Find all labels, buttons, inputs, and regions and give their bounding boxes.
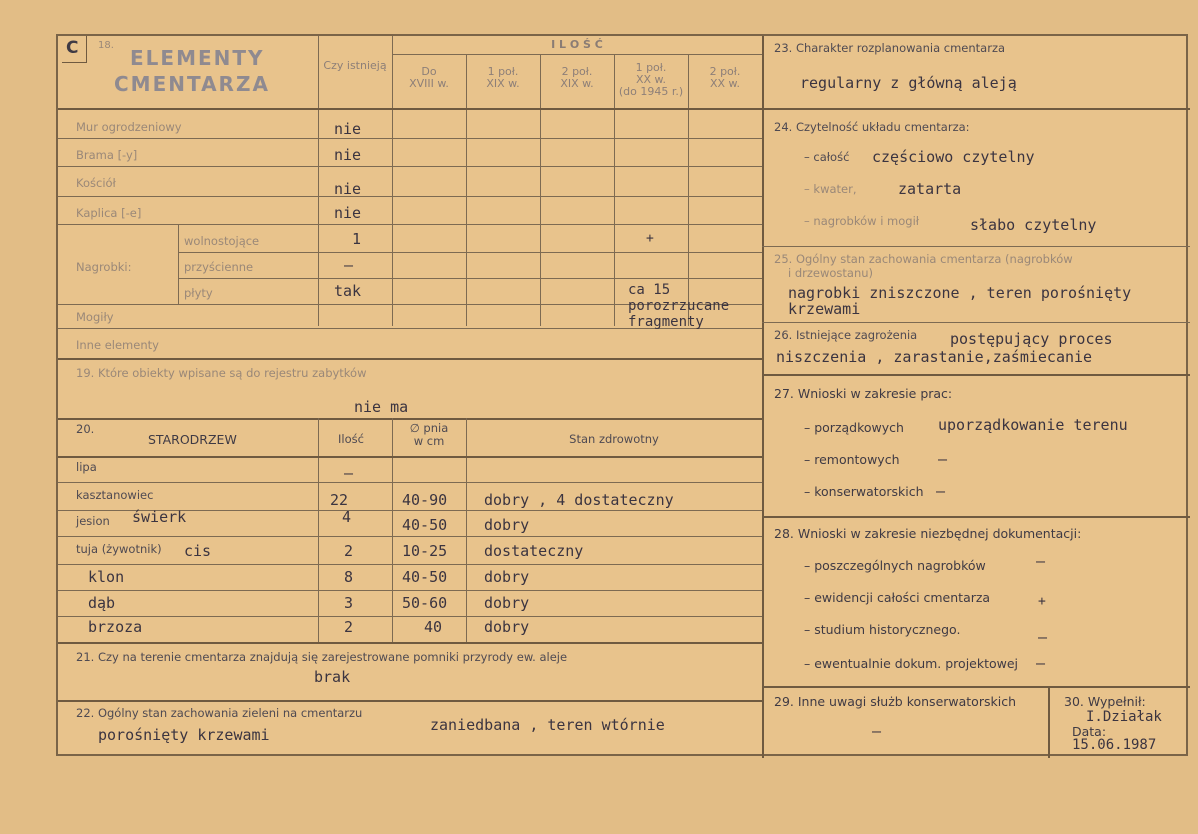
row-exists-brama: nie (334, 146, 362, 164)
section-24-row-value-0: częściowo czytelny (872, 148, 1035, 166)
section-21-label: 21. Czy na terenie cmentarza znajdują się zarejestrowane pomniki przyrody ew. aleje (76, 650, 568, 664)
section-24-row-label-1: – kwater, (804, 182, 857, 196)
period-header-4: 2 poł. XX w. (709, 65, 741, 90)
row-label-nagrobki: Nagrobki: (76, 260, 132, 274)
section-25-value-line2: krzewami (788, 300, 861, 318)
row-xx1-wolnostojace: + (646, 231, 654, 246)
row-label-kaplica: Kaplica [-e] (76, 206, 142, 220)
tree-count-6: 2 (344, 618, 354, 636)
section-25-label-line2: i drzewostanu) (788, 266, 874, 280)
tree-extra-3: cis (184, 542, 212, 560)
section-19-label: 19. Które obiekty wpisane są do rejestru zabytków (76, 366, 367, 380)
tree-health-2: dobry (484, 516, 530, 534)
section-19-value: nie ma (354, 398, 409, 416)
section-27-row-value-0: uporządkowanie terenu (938, 416, 1128, 434)
section-23-value: regularny z główną aleją (800, 74, 1017, 92)
section-26-label: 26. Istniejące zagrożenia (774, 328, 918, 342)
section-28-row-value-3: – (1036, 654, 1046, 672)
tree-health-1: dobry , 4 dostateczny (484, 491, 674, 509)
tree-diam-4: 40-50 (402, 568, 448, 586)
tree-health-4: dobry (484, 568, 530, 586)
section-24-row-value-2: słabo czytelny (970, 216, 1097, 234)
section-28-row-value-1: + (1038, 594, 1046, 609)
section-22-label: 22. Ogólny stan zachowania zieleni na cmentarzu (76, 706, 363, 720)
section-26-value-line1: postępujący proces (950, 330, 1113, 348)
tree-count-0: – (344, 464, 354, 482)
section-20-title: STARODRZEW (148, 432, 237, 447)
section-28-row-value-0: – (1036, 552, 1046, 570)
tree-name-2: jesion (76, 514, 110, 528)
tree-count-2: 4 (342, 508, 352, 526)
section-27-row-value-1: – (938, 450, 948, 468)
tree-health-5: dobry (484, 594, 530, 612)
section-22-value-line1: zaniedbana , teren wtórnie (430, 716, 665, 734)
tree-count-1: 22 (330, 491, 349, 509)
tree-name-1: kasztanowiec (76, 488, 154, 502)
row-exists-mur: nie (334, 120, 362, 138)
section-28-row-label-3: – ewentualnie dokum. projektowej (804, 656, 1019, 671)
row-label-plyty: płyty (184, 286, 213, 300)
section-28-row-label-2: – studium historycznego. (804, 622, 961, 637)
tree-diam-6: 40 (424, 618, 443, 636)
period-header-0: Do XVIII w. (409, 65, 449, 90)
tree-count-4: 8 (344, 568, 354, 586)
row-xx1-plyty: ca 15 porozrzucane fragmenty (628, 282, 730, 330)
section-30-date: 15.06.1987 (1072, 737, 1157, 753)
section-28-row-value-2: – (1038, 628, 1048, 646)
corner-letter: C (66, 38, 79, 58)
row-exists-wolnostojace: 1 (352, 230, 362, 248)
section-28-row-label-1: – ewidencji całości cmentarza (804, 590, 991, 605)
section-25-value-line1: nagrobki zniszczone , teren porośnięty (788, 284, 1132, 302)
ilosc-header: I L O Ś Ć (551, 38, 603, 51)
section-30-date-label: Data: (1072, 724, 1107, 739)
section-27-row-label-2: – konserwatorskich (804, 484, 924, 499)
period-header-1: 1 poł. XIX w. (486, 65, 520, 90)
col-diam-header: ∅ pnia w cm (409, 421, 449, 448)
section-24-row-value-1: zatarta (898, 180, 962, 198)
section-27-row-label-0: – porządkowych (804, 420, 904, 435)
section-18-title-line2: CMENTARZA (114, 72, 270, 96)
tree-health-3: dostateczny (484, 542, 584, 560)
row-label-kosciol: Kościół (76, 176, 116, 190)
col-count-header: Ilość (338, 432, 364, 446)
corner-letter-box (62, 36, 87, 63)
section-20-number: 20. (76, 422, 95, 436)
row-exists-przyscienne: – (344, 256, 354, 274)
section-24-row-label-2: – nagrobków i mogił (804, 214, 920, 228)
section-18-title-line1: ELEMENTY (130, 46, 265, 70)
tree-health-6: dobry (484, 618, 530, 636)
section-26-value-line2: niszczenia , zarastanie,zaśmiecanie (776, 348, 1093, 366)
section-23-label: 23. Charakter rozplanowania cmentarza (774, 41, 1006, 55)
section-22-value-line2: porośnięty krzewami (98, 726, 270, 744)
row-exists-kaplica: nie (334, 204, 362, 222)
tree-name-3: tuja (żywotnik) (76, 542, 162, 556)
tree-name-4: klon (88, 568, 125, 586)
tree-diam-3: 10-25 (402, 542, 448, 560)
tree-count-3: 2 (344, 542, 354, 560)
row-exists-plyty: tak (334, 282, 362, 300)
tree-name-6: brzoza (88, 618, 143, 636)
section-18-number: 18. (98, 40, 114, 51)
tree-name-0: lipa (76, 460, 97, 474)
section-27-row-value-2: – (936, 482, 946, 500)
section-29-label: 29. Inne uwagi służb konserwatorskich (774, 694, 1016, 709)
section-21-value: brak (314, 668, 351, 686)
row-exists-kosciol: nie (334, 180, 362, 198)
tree-diam-2: 40-50 (402, 516, 448, 534)
section-30-name: I.Działak (1086, 709, 1162, 725)
tree-name-5: dąb (88, 594, 116, 612)
section-30-label: 30. Wypełnił: (1064, 694, 1146, 709)
period-header-2: 2 poł. XIX w. (560, 65, 594, 90)
section-27-label: 27. Wnioski w zakresie prac: (774, 386, 953, 401)
tree-diam-1: 40-90 (402, 491, 448, 509)
row-label-inne: Inne elementy (76, 338, 159, 352)
row-label-wolnostojace: wolnostojące (184, 234, 260, 248)
row-label-mogily: Mogiły (76, 310, 114, 324)
row-label-przyscienne: przyścienne (184, 260, 254, 274)
section-25-label-line1: 25. Ogólny stan zachowania cmentarza (nagrobków (774, 252, 1073, 266)
tree-extra-2: świerk (132, 508, 187, 526)
row-label-brama: Brama [-y] (76, 148, 138, 162)
section-29-value: — (872, 722, 882, 740)
row-label-mur: Mur ogrodzeniowy (76, 120, 182, 134)
section-24-label: 24. Czytelność układu cmentarza: (774, 120, 970, 134)
col-health-header: Stan zdrowotny (569, 432, 659, 446)
cemetery-record-card (56, 34, 1188, 756)
section-28-label: 28. Wnioski w zakresie niezbędnej dokumentacji: (774, 526, 1082, 541)
tree-count-5: 3 (344, 594, 354, 612)
section-28-row-label-0: – poszczególnych nagrobków (804, 558, 986, 573)
col-exists-header: Czy istnieją (323, 59, 387, 72)
section-24-row-label-0: – całość (804, 150, 850, 164)
tree-diam-5: 50-60 (402, 594, 448, 612)
section-27-row-label-1: – remontowych (804, 452, 900, 467)
period-header-3: 1 poł. XX w. (do 1945 r.) (618, 61, 684, 98)
